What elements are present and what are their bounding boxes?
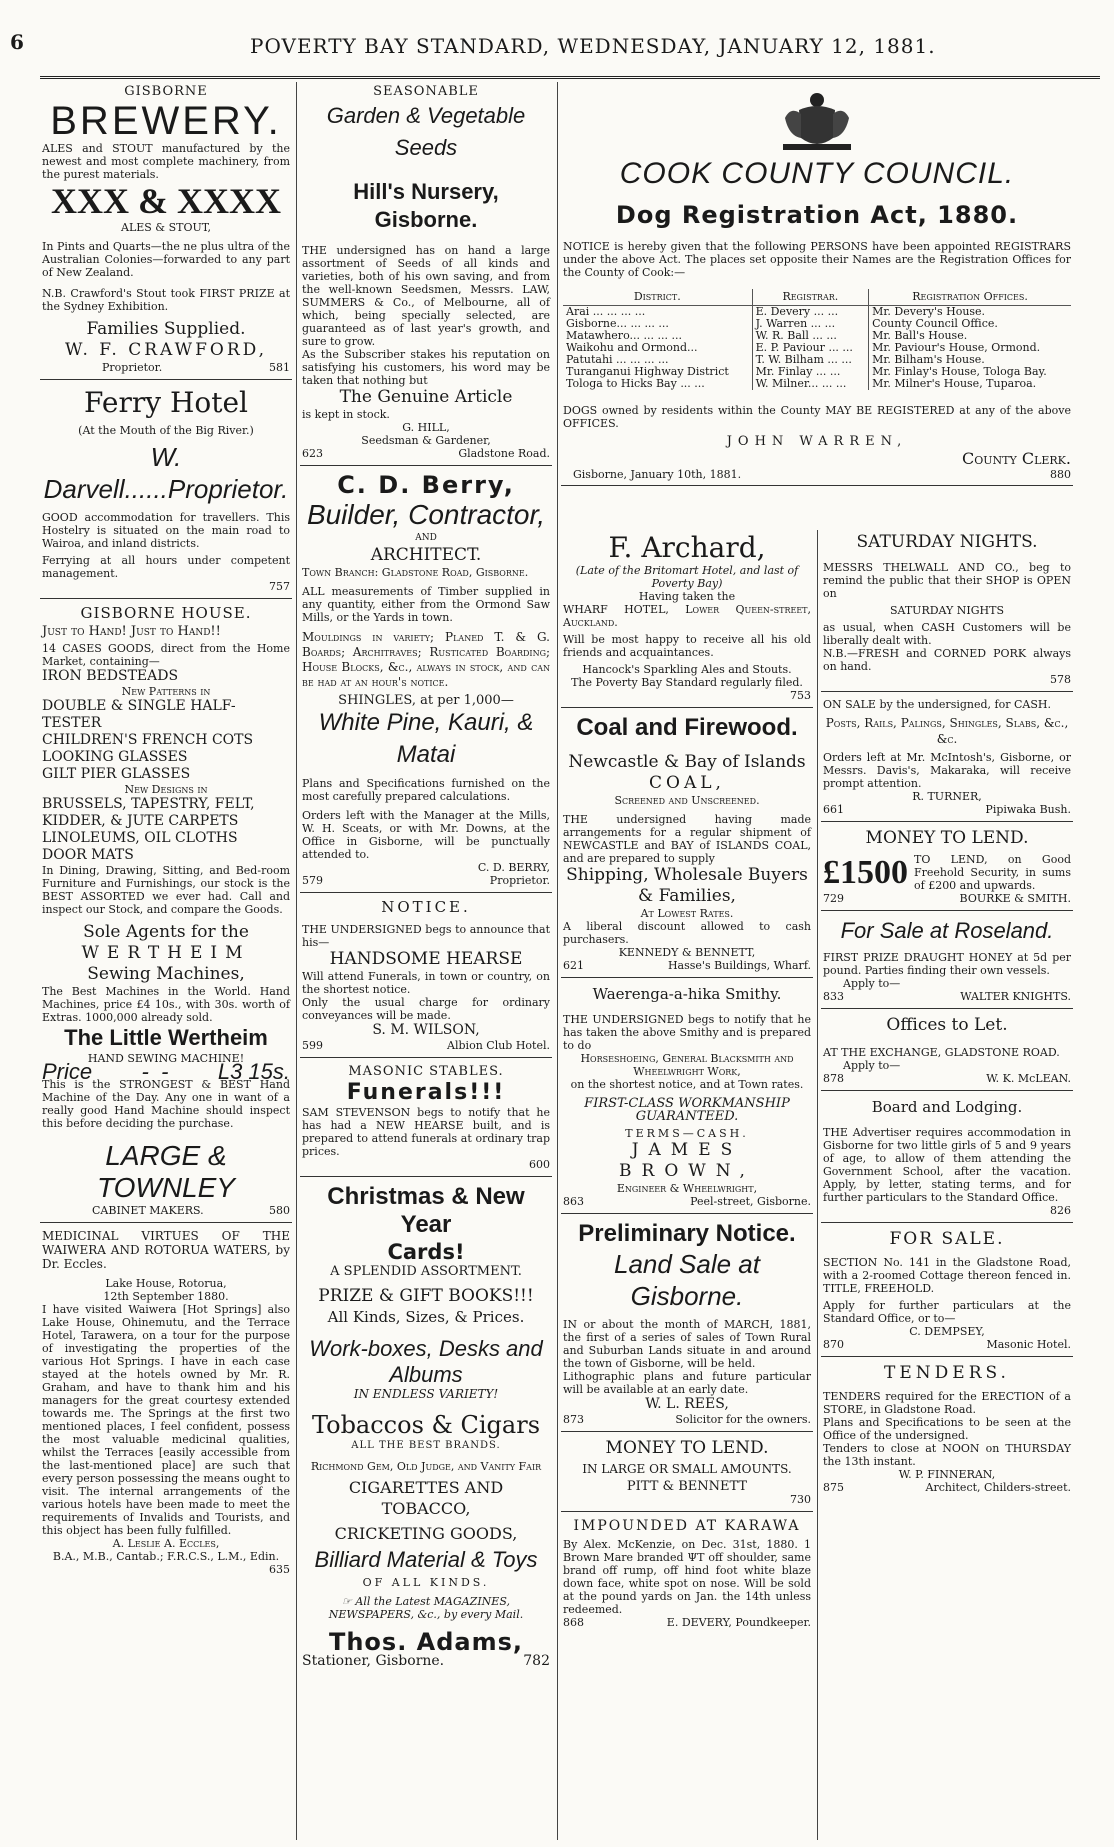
ad-text: IN or about the month of MARCH, 1881, the first of a series of sales of Town Rural and Suburban Lands situate in and around the town of Gisborne, will be held.: [563, 1318, 811, 1370]
ad-line: Screened and Unscreened.: [614, 794, 760, 807]
table-cell: Mr. Devery's House.: [872, 305, 986, 318]
ad-number: 826: [1050, 1204, 1071, 1217]
ad-heading: The Little Wertheim: [64, 1025, 268, 1050]
ad-line: Horseshoeing, General Blacksmith and Wheelwright Work,: [580, 1052, 794, 1078]
ad-heading: Funerals!!!: [346, 1080, 506, 1105]
ad-line: Richmond Gem, Old Judge, and Vanity Fair: [310, 1460, 542, 1473]
ad-medicinal-waters: [40, 1227, 292, 1581]
ad-heading: Tobaccos & Cigars: [311, 1411, 541, 1439]
ad-number: 878: [823, 1072, 844, 1085]
ad-line: 12th September 1880.: [103, 1290, 229, 1303]
ad-preliminary: [561, 1218, 813, 1432]
ad-number: 873: [563, 1413, 584, 1426]
ad-title: Preliminary Notice.: [578, 1220, 796, 1247]
ad-text: By Alex. McKenzie, on Dec. 31st, 1880. 1 Brown Mare branded ΨT off shoulder, same brand off rump, off hind foot white blaze down face, white spot on nose. Will be sold at the pound yards on Jan. the 14th unless redeemed.: [563, 1538, 811, 1616]
ad-cd-berry: [300, 470, 552, 893]
ad-text: Ferrying at all hours under competent management.: [42, 554, 290, 580]
ad-text: Lithographic plans and future particular will be available at an early date.: [563, 1370, 811, 1396]
ad-role: Solicitor for the owners.: [675, 1413, 811, 1426]
masthead: POVERTY BAY STANDARD, WEDNESDAY, JANUARY 12, 1881.: [250, 34, 936, 58]
ad-text: Apply for further particulars at the Standard Office, or to—: [823, 1299, 1071, 1325]
ad-signature: E. DEVERY, Poundkeeper.: [666, 1616, 811, 1629]
ad-heading: CIGARETTES AND TOBACCO,: [348, 1478, 504, 1518]
ad-number: 875: [823, 1481, 844, 1494]
ad-number: 833: [823, 990, 844, 1003]
ad-text: ALES and STOUT manufactured by the newest and most complete machinery, from the purest materials.: [42, 142, 290, 181]
ad-number: 599: [302, 1039, 323, 1052]
ad-role: Seedsman & Gardener,: [361, 434, 491, 447]
ad-signature: W. K. McLEAN.: [986, 1072, 1071, 1085]
table-header: District.: [563, 289, 752, 306]
price-line: Price - - L3 15s.: [42, 1059, 290, 1084]
table-cell: County Council Office.: [872, 317, 998, 330]
ad-line: [302, 1595, 550, 1621]
table-cell: Arai ... ... ... ...: [563, 306, 752, 319]
ad-cook-county-council: [561, 82, 1073, 486]
table-cell: Tologa to Hicks Bay ... ...: [563, 378, 752, 390]
ad-heading: W. Darvell......Proprietor.: [43, 442, 289, 504]
ad-heading: CRICKETING GOODS,: [334, 1524, 518, 1543]
ad-number: 600: [529, 1158, 550, 1171]
ad-line: Town Branch: Gladstone Road, Gisborne.: [302, 566, 529, 579]
ad-title: GISBORNE HOUSE.: [80, 604, 252, 622]
ad-text: In Dining, Drawing, Sitting, and Bed-room Furniture and Furnishings, our stock is the BEST ASSORTED we ever had. Call and inspect our Stock, and compare the Goods.: [42, 864, 290, 916]
table-cell: Mr. Finlay's House, Tologa Bay.: [872, 365, 1047, 378]
ad-line: Posts, Rails, Palings, Shingles, Slabs, &c., &c.: [825, 716, 1069, 746]
ad-text: THE UNDERSIGNED begs to notify that he has taken the above Smithy and is prepared to do: [563, 1013, 811, 1052]
ad-number: 621: [563, 959, 584, 972]
ad-text: THE undersigned having made arrangements for a regular shipment of NEWCASTLE and BAY of ISLANDS COAL, and are prepared to supply: [563, 813, 811, 865]
list-item: IRON BEDSTEADS: [42, 668, 179, 684]
ad-number: 753: [790, 689, 811, 702]
ad-text: A liberal discount allowed to cash purchasers.: [563, 920, 811, 946]
ad-text: Will be most happy to receive all his old friends and acquaintances.: [563, 633, 811, 659]
ad-line: HAND SEWING MACHINE!: [87, 1052, 245, 1065]
ad-number: 581: [269, 361, 290, 374]
ad-number: 580: [269, 1204, 290, 1217]
ad-title: C. D. Berry,: [337, 471, 515, 499]
ad-title: NOTICE.: [381, 898, 471, 916]
ad-heading: Sewing Machines,: [87, 964, 245, 984]
table-header: Registration Offices.: [869, 289, 1071, 306]
price-label: Price: [42, 1059, 93, 1084]
table-cell: Patutahi ... ... ... ...: [563, 354, 752, 366]
ad-number: 623: [302, 447, 323, 460]
table-cell: Matawhero... ... ... ...: [563, 330, 752, 342]
ad-address: Peel-street, Gisborne.: [690, 1195, 811, 1208]
table-cell: W. R. Ball ... ...: [752, 330, 869, 342]
ad-heading: The Genuine Article: [339, 387, 513, 407]
ad-coal: [561, 712, 813, 978]
table-cell: Mr. Bilham's House.: [872, 353, 985, 366]
ad-line: AND: [415, 533, 437, 543]
ad-line: Just to Hand! Just to Hand!!: [42, 624, 221, 639]
list-item: CHILDREN'S FRENCH COTS: [42, 732, 254, 748]
ad-text: NOTICE is hereby given that the following PERSONS have been appointed REGISTRARS under the above Act. The places set opposite their Names are the Registration Offices for the County of Cook:—: [563, 240, 1071, 279]
ad-address: Masonic Hotel.: [986, 1338, 1071, 1351]
ad-heading: Shipping, Wholesale Buyers & Families,: [566, 865, 808, 906]
page-number: 6: [10, 30, 24, 54]
list-item: DOUBLE & SINGLE HALF-TESTER: [42, 698, 236, 731]
ad-signature: C. D. BERRY,: [477, 861, 550, 874]
ad-number: 579: [302, 874, 323, 887]
ad-text: Will attend Funerals, in town or country, on the shortest notice.: [302, 970, 550, 996]
ad-for-sale: [821, 1227, 1073, 1357]
ad-text: In Pints and Quarts—the ne plus ultra of the Australian Colonies—forwarded to any part of New Zealand.: [42, 240, 290, 279]
ad-number: 729: [823, 892, 844, 905]
ad-heading: All Kinds, Sizes, & Prices.: [327, 1308, 525, 1326]
ad-heading: Cards!: [387, 1240, 465, 1264]
ad-text: DOGS owned by residents within the County MAY BE REGISTERED at any of the above OFFICES.: [563, 404, 1071, 430]
list-item: New Patterns in: [121, 685, 211, 698]
ad-board-lodging: [821, 1095, 1073, 1223]
ad-gisborne-house: [40, 603, 292, 1223]
ad-role: CABINET MAKERS.: [92, 1204, 204, 1217]
ad-text: Orders left at Mr. McIntosh's, Gisborne, or Messrs. Davis's, Makaraka, will receive prompt attention.: [823, 751, 1071, 790]
ad-heading: Families Supplied.: [86, 319, 246, 339]
table-cell: Mr. Finlay ... ...: [752, 366, 869, 378]
ad-amount: £1500: [823, 853, 908, 891]
list-item: GILT PIER GLASSES: [42, 766, 191, 782]
ad-smithy: [561, 982, 813, 1214]
ad-line: IN ENDLESS VARIETY!: [353, 1387, 499, 1401]
ad-heading: COAL,: [649, 773, 725, 793]
ad-money-to-lend: [561, 1436, 813, 1512]
ad-signature: W. F. CRAWFORD,: [64, 340, 268, 360]
ad-text: SAM STEVENSON begs to notify that he has had a NEW HEARSE built, and is prepared to attend funerals at ordinary trap prices.: [302, 1106, 550, 1158]
ad-line: Apply to—: [843, 977, 901, 990]
ad-title: TENDERS.: [884, 1363, 1010, 1383]
ad-address: Hasse's Buildings, Wharf.: [667, 959, 811, 972]
ad-signature: BOURKE & SMITH.: [959, 892, 1071, 905]
ad-signature: KENNEDY & BENNETT,: [618, 946, 756, 959]
ad-signature: JOHN WARREN,: [726, 434, 908, 449]
column-rule: [296, 82, 297, 1840]
ad-role: Engineer & Wheelwright,: [616, 1182, 758, 1195]
ad-heading: PRIZE & GIFT BOOKS!!!: [318, 1286, 534, 1306]
table-cell: Gisborne... ... ... ...: [563, 318, 752, 330]
masthead-bar: [0, 0, 1114, 80]
ad-role: Proprietor.: [102, 361, 163, 374]
ad-line: ALES & STOUT,: [121, 221, 211, 234]
ad-title: SATURDAY NIGHTS.: [856, 532, 1038, 552]
ad-text: AT THE EXCHANGE, GLADSTONE ROAD.: [823, 1046, 1060, 1059]
ad-text: Only the usual charge for ordinary conveyances will be made.: [302, 996, 550, 1022]
ad-signature: R. TURNER,: [912, 790, 982, 803]
ad-title: MASONIC STABLES.: [348, 1064, 504, 1079]
ad-title: BREWERY.: [50, 99, 282, 143]
table-cell: T. W. Bilham ... ...: [752, 354, 869, 366]
ad-line: IN LARGE OR SMALL AMOUNTS.: [582, 1462, 792, 1476]
table-header: Registrar.: [752, 289, 869, 306]
ad-signature: A. Leslie A. Eccles,: [112, 1537, 220, 1550]
ad-number: 880: [1050, 468, 1071, 481]
ad-line: At Lowest Rates.: [640, 907, 734, 920]
ad-title: Board and Lodging.: [871, 1098, 1023, 1116]
ad-heading: White Pine, Kauri, & Matai: [318, 709, 534, 768]
ad-line: TERMS—CASH.: [625, 1127, 749, 1140]
column-3: [561, 530, 813, 1840]
ad-heading: Thos. Adams,: [328, 1628, 524, 1656]
ad-title: Christmas & New Year: [327, 1183, 525, 1238]
ad-subtitle: (At the Mouth of the Big River.): [78, 424, 254, 437]
ad-heading: Newcastle & Bay of Islands: [568, 752, 806, 772]
ad-subtitle: (Late of the Britomart Hotel, and last of Poverty Bay): [575, 564, 799, 590]
ad-signature: PITT & BENNETT: [626, 1479, 748, 1494]
ad-title: Coal and Firewood.: [576, 714, 798, 741]
ad-role: Architect, Childers-street.: [925, 1481, 1071, 1494]
ad-text: As the Subscriber stakes his reputation on satisfying his customers, his word may be taken that nothing but: [302, 348, 550, 387]
column-rule: [817, 530, 818, 1840]
table-cell: Mr. Paviour's House, Ormond.: [872, 341, 1041, 354]
ad-line: B.A., M.B., Cantab.; F.R.C.S., L.M., Edin.: [52, 1550, 280, 1563]
ad-line: SHINGLES, at per 1,000—: [338, 693, 514, 708]
ad-text: This is the STRONGEST & BEST Hand Machine of the Day. Any one in want of a really good Hand Machine should inspect this before deciding the purchase.: [42, 1078, 290, 1130]
ad-line: A SPLENDID ASSORTMENT.: [330, 1264, 522, 1279]
ad-line: on the shortest notice, and at Town rates.: [570, 1078, 804, 1091]
table-cell: W. Milner... ... ...: [752, 378, 869, 390]
ad-title: IMPOUNDED AT KARAWA: [573, 1518, 801, 1534]
ad-notice-hearse: [300, 897, 552, 1058]
ad-number: 578: [1050, 673, 1071, 686]
ad-turner: [821, 696, 1073, 822]
table-cell: Turanganui Highway District: [563, 366, 752, 378]
ad-address: Gladstone Road.: [458, 447, 550, 460]
ad-line: OF ALL KINDS.: [362, 1576, 490, 1589]
ad-heading: ARCHITECT.: [370, 545, 482, 565]
registrar-table: [563, 289, 1071, 390]
ad-ferry-hotel: [40, 384, 292, 599]
ad-text: TO LEND, on Good Freehold Security, in sums of £200 and upwards.: [914, 853, 1071, 892]
ad-line: ALL THE BEST BRANDS.: [351, 1440, 501, 1451]
ad-text: Tenders to close at NOON on THURSDAY the 13th instant.: [823, 1442, 1071, 1468]
ad-signature: JAMES BROWN,: [619, 1140, 755, 1181]
ad-text: Plans and Specifications furnished on the most carefully prepared calculations.: [302, 777, 550, 803]
ad-title: FOR SALE.: [889, 1229, 1005, 1249]
table-cell: E. Devery ... ...: [752, 306, 869, 319]
ad-role: County Clerk.: [961, 449, 1071, 468]
ad-heading: Dog Registration Act, 1880.: [615, 201, 1019, 229]
ad-title: For Sale at Roseland.: [840, 918, 1054, 943]
ad-text: Plans and Specifications to be seen at the Office of the undersigned.: [823, 1416, 1071, 1442]
ad-brewery: [40, 82, 292, 380]
ad-text: 14 CASES GOODS, direct from the Home Market, containing—: [42, 642, 290, 668]
ad-line: The Poverty Bay Standard regularly filed.: [571, 676, 803, 689]
column-2: [300, 82, 552, 1840]
ad-line: Hancock's Sparkling Ales and Stouts.: [582, 663, 792, 676]
ad-role: Proprietor.: [489, 874, 550, 887]
price-value: L3 15s.: [217, 1059, 290, 1084]
ad-number: 730: [790, 1493, 811, 1506]
ad-text: I have visited Waiwera [Hot Springs] also Lake House, Ohinemutu, and the Terrace Hotel, Tarawera, on a tour for the purpose of investigating the properties of the various Hot Springs. I have in each case stayed at the hotels owned by Mr. R. Graham, and have to thank him and his managers for the great courtesy extended towards me. The Springs at the first two mentioned places, I feel confident, possess the most valuable medicinal qualities, whilst the Terraces [easily accessible from the last-mentioned place] are such that every person possessing the means ought to visit. The internal arrangements of the various hotels have been made to meet the requirements of Invalids and Tourists, and this object has been fully fulfilled.: [42, 1303, 290, 1537]
ad-heading: Hill's Nursery, Gisborne.: [353, 179, 499, 232]
ad-line: SATURDAY NIGHTS: [889, 604, 1005, 617]
ad-number: 863: [563, 1195, 584, 1208]
ad-heading: Builder, Contractor,: [306, 499, 546, 530]
ad-text: ALL measurements of Timber supplied in any quantity, either from the Ormond Saw Mills, or the Yards in town.: [302, 585, 550, 624]
list-item: New Designs in: [124, 783, 208, 796]
ad-text: FIRST PRIZE DRAUGHT HONEY at 5d per pound. Parties finding their own vessels.: [823, 951, 1071, 977]
ad-roseland: [821, 915, 1073, 1009]
ad-saturday-nights: [821, 530, 1073, 692]
ad-signature: WALTER KNIGHTS.: [960, 990, 1071, 1003]
table-cell: J. Warren ... ...: [752, 318, 869, 330]
ad-number: 782: [523, 1653, 550, 1669]
ad-text: THE UNDERSIGNED begs to announce that his—: [302, 923, 550, 949]
ad-title: MEDICINAL VIRTUES OF THE WAIWERA AND ROTORUA WATERS, by Dr. Eccles.: [42, 1229, 290, 1271]
pointing-hand-icon: ☞: [342, 1595, 356, 1608]
ad-kicker: SEASONABLE: [373, 84, 479, 99]
ad-line: Having taken the: [638, 590, 736, 603]
ad-heading: WERTHEIM: [81, 943, 251, 963]
ad-text: ON SALE by the undersigned, for CASH.: [823, 698, 1051, 711]
coat-of-arms-icon: [777, 88, 857, 154]
ad-heading: Billiard Material & Toys: [314, 1547, 538, 1572]
ad-heading: HANDSOME HEARSE: [329, 949, 523, 969]
list-item: LINOLEUMS, OIL CLOTHS: [42, 830, 238, 846]
ad-title: COOK COUNTY COUNCIL.: [619, 157, 1015, 190]
ad-archard: [561, 530, 813, 708]
ad-text: The Best Machines in the World. Hand Machines, price £4 10s., with 30s. worth of Extras. 1000,000 already sold.: [42, 985, 290, 1024]
table-row: [563, 378, 1071, 390]
ad-text: N.B.—FRESH and CORNED PORK always on hand.: [823, 647, 1071, 673]
table-cell: Mr. Ball's House.: [872, 329, 968, 342]
ad-date: Gisborne, January 10th, 1881.: [573, 468, 742, 481]
ad-number: 635: [269, 1563, 290, 1576]
ad-christmas: [300, 1181, 552, 1673]
column-1: [40, 82, 292, 1840]
ad-title: MONEY TO LEND.: [865, 828, 1029, 848]
ad-signature: S. M. WILSON,: [372, 1022, 480, 1038]
ad-signature: C. DEMPSEY,: [909, 1325, 985, 1338]
ad-signature: W. L. REES,: [645, 1396, 729, 1412]
ad-line-text: All the Latest MAGAZINES, NEWSPAPERS, &c., by every Mail.: [328, 1595, 524, 1621]
ad-kicker: GISBORNE: [124, 84, 208, 99]
table-cell: E. P. Paviour ... ...: [752, 342, 869, 354]
ad-title: Offices to Let.: [886, 1015, 1008, 1035]
ad-line: FIRST-CLASS WORKMANSHIP GUARANTEED.: [584, 1096, 790, 1124]
ad-text: SECTION No. 141 in the Gladstone Road, with a 2-roomed Cottage thereon fenced in. TITLE, FREEHOLD.: [823, 1256, 1071, 1295]
ad-title: Garden & Vegetable Seeds: [326, 103, 526, 160]
ad-address: Pipiwaka Bush.: [985, 803, 1071, 816]
ad-text: as usual, when CASH Customers will be liberally dealt with.: [823, 621, 1071, 647]
ad-line: Apply to—: [843, 1059, 901, 1072]
ad-number: 757: [269, 580, 290, 593]
ad-number: 661: [823, 803, 844, 816]
ad-number: 868: [563, 1616, 584, 1629]
ad-address: Stationer, Gisborne.: [302, 1653, 445, 1669]
ad-number: 870: [823, 1338, 844, 1351]
ad-offices: [821, 1013, 1073, 1091]
ad-text: Orders left with the Manager at the Mills, W. H. Sceats, or with Mr. Downs, at the Office in Gisborne, will be punctually attended to.: [302, 809, 550, 861]
ad-text: Mouldings in variety; Planed T. & G. Boards; Architraves; Rusticated Boarding; House Blocks, &c., always in stock, and can be had at an hour's notice.: [302, 630, 550, 689]
list-item: DOOR MATS: [42, 847, 134, 863]
column-4: [821, 530, 1073, 1840]
ad-heading: Land Sale at Gisborne.: [613, 1249, 760, 1311]
ad-tenders: [821, 1361, 1073, 1499]
ad-heading: Sole Agents for the: [83, 922, 249, 942]
ad-text: WHARF HOTEL, Lower Queen-street, Auckland.: [563, 603, 811, 629]
ad-title: F. Archard,: [608, 531, 766, 564]
ad-heading: LARGE & TOWNLEY: [97, 1140, 235, 1203]
table-cell: Mr. Milner's House, Tuparoa.: [872, 377, 1037, 390]
ad-xxx: XXX & XXXX: [51, 181, 281, 221]
ad-line: is kept in stock.: [302, 408, 390, 421]
masthead-rule: [40, 76, 1100, 79]
ad-signature: W. P. FINNERAN,: [898, 1468, 996, 1481]
ad-line: Lake House, Rotorua,: [105, 1277, 227, 1290]
ad-text: N.B. Crawford's Stout took FIRST PRIZE at the Sydney Exhibition.: [42, 287, 290, 313]
ad-text: THE Advertiser requires accommodation in Gisborne for two little girls of 5 and 9 years of age, to allow of them attending the Government School, after the vacation. Apply, by letter, stating terms, and for further particulars to the Standard Office.: [823, 1126, 1071, 1204]
ad-heading: Work-boxes, Desks and Albums: [309, 1336, 543, 1387]
ad-signature: G. HILL,: [402, 421, 450, 434]
ad-impounded: [561, 1516, 813, 1634]
ad-text: TENDERS required for the ERECTION of a STORE, in Gladstone Road.: [823, 1390, 1071, 1416]
column-rule: [557, 82, 558, 1840]
ad-title: Waerenga-a-hika Smithy.: [592, 985, 782, 1003]
ad-title: Ferry Hotel: [83, 386, 248, 419]
list-item: BRUSSELS, TAPESTRY, FELT, KIDDER, & JUTE CARPETS: [42, 796, 255, 829]
ad-text: THE undersigned has on hand a large assortment of Seeds of all kinds and varieties, both of his own saving, and from the well-known Seedsmen, Messrs. LAW, SUMMERS & Co., of Melbourne, all of which, being specially selected, are guaranteed as of last year's growth, and sure to grow.: [302, 244, 550, 348]
ad-title: MONEY TO LEND.: [605, 1438, 769, 1458]
ad-money-1500: [821, 826, 1073, 911]
ad-masonic-stables: [300, 1062, 552, 1177]
list-item: LOOKING GLASSES: [42, 749, 188, 765]
ad-seeds: [300, 82, 552, 466]
table-cell: Waikohu and Ormond...: [563, 342, 752, 354]
ad-text: GOOD accommodation for travellers. This Hostelry is situated on the main road to Wairoa, and inland districts.: [42, 511, 290, 550]
ad-address: Albion Club Hotel.: [447, 1039, 550, 1052]
ad-text: MESSRS THELWALL AND CO., beg to remind the public that their SHOP is OPEN on: [823, 561, 1071, 600]
